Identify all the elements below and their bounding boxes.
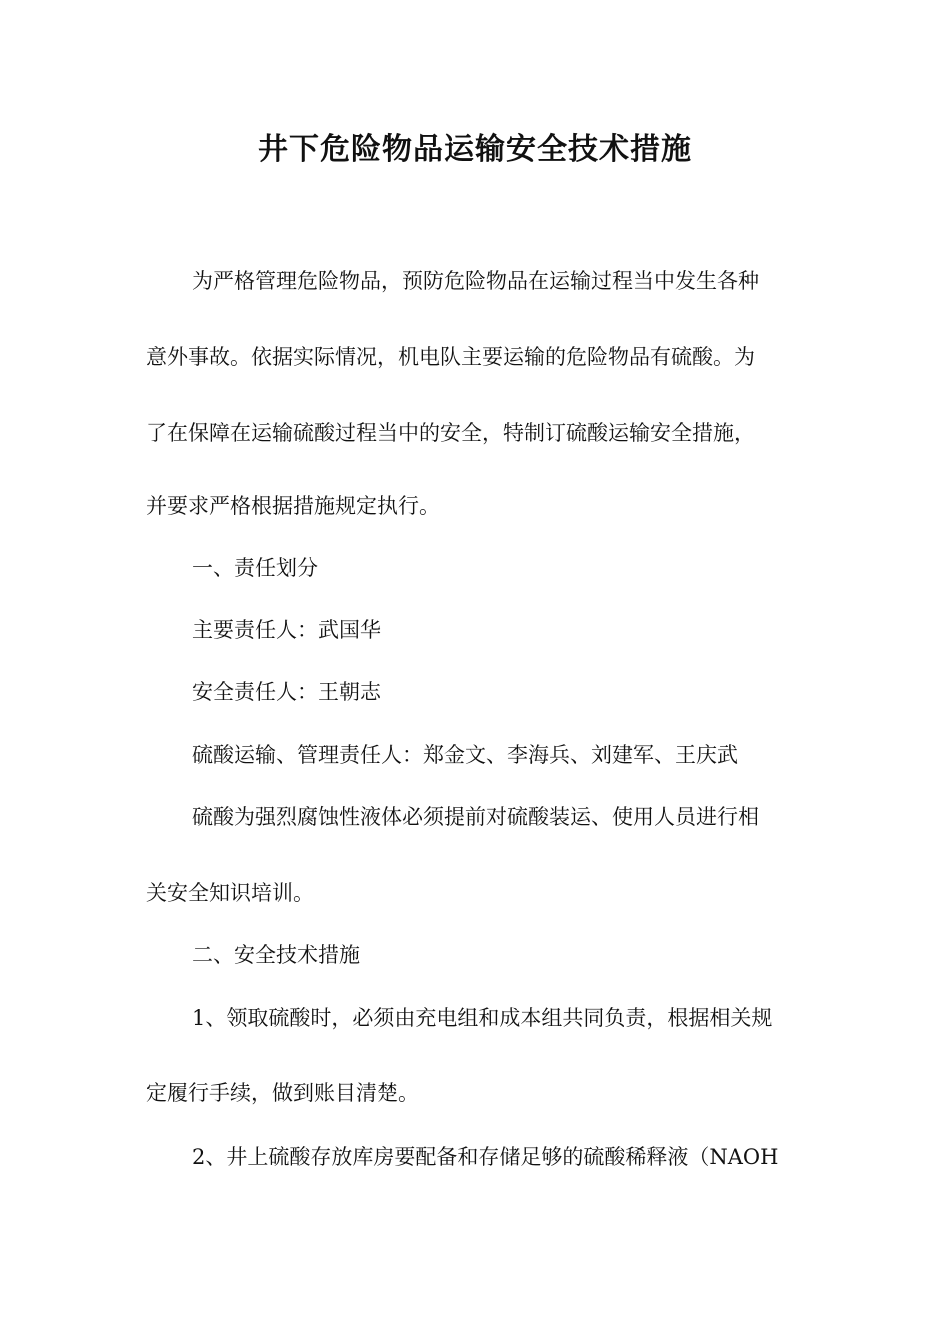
measure-1-line-1: 1、领取硫酸时，必须由充电组和成本组共同负责，根据相关规 xyxy=(192,1006,773,1030)
document-title: 井下危险物品运输安全技术措施 xyxy=(258,132,692,167)
training-line-1: 硫酸为强烈腐蚀性液体必须提前对硫酸装运、使用人员进行相 xyxy=(192,805,759,829)
measure-1-line-2: 定履行手续，做到账目清楚。 xyxy=(146,1081,419,1105)
intro-line-4: 并要求严格根据措施规定执行。 xyxy=(146,494,440,518)
intro-line-1: 为严格管理危险物品，预防危险物品在运输过程当中发生各种 xyxy=(192,269,759,293)
section-heading-responsibility: 一、责任划分 xyxy=(192,556,318,580)
measure-2-line-1: 2、井上硫酸存放库房要配备和存储足够的硫酸稀释液（NAOH xyxy=(192,1145,779,1169)
section-heading-safety-measures: 二、安全技术措施 xyxy=(192,943,360,967)
intro-line-3: 了在保障在运输硫酸过程当中的安全，特制订硫酸运输安全措施， xyxy=(146,421,755,445)
transport-responsible-persons: 硫酸运输、管理责任人：郑金文、李海兵、刘建军、王庆武 xyxy=(192,743,738,767)
main-responsible-person: 主要责任人：武国华 xyxy=(192,618,381,642)
training-line-2: 关安全知识培训。 xyxy=(146,881,314,905)
intro-line-2: 意外事故。依据实际情况，机电队主要运输的危险物品有硫酸。为 xyxy=(146,345,755,369)
safety-responsible-person: 安全责任人：王朝志 xyxy=(192,680,381,704)
